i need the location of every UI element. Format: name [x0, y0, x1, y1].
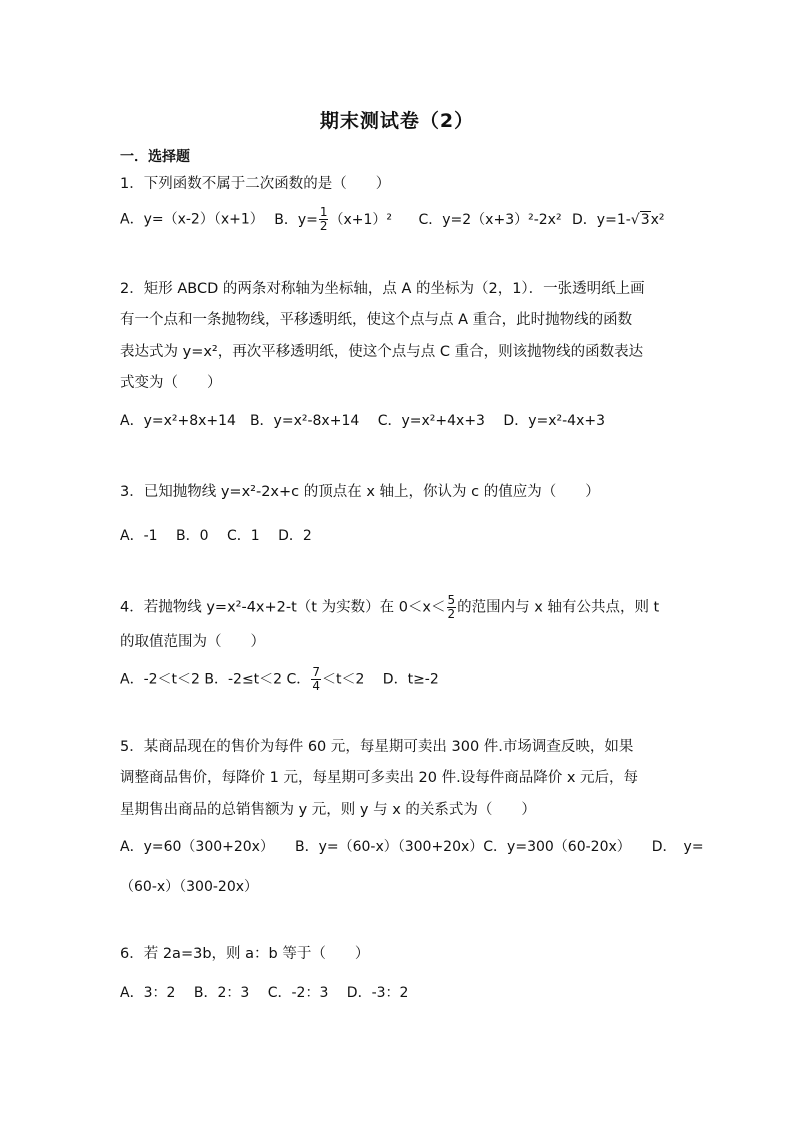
question-2-line-2: 有一个点和一条抛物线，平移透明纸，使这个点与点 A 重合，此时抛物线的函数: [120, 312, 633, 328]
question-1-options: [120, 206, 665, 233]
page-title: 期末测试卷（2）: [319, 110, 475, 132]
fraction-denominator: 2: [447, 607, 456, 621]
question-2-line-1: 2．矩形 ABCD 的两条对称轴为坐标轴，点 A 的坐标为（2，1）．一张透明纸上画: [120, 281, 645, 297]
q4-options-prefix: A．-2＜t＜2 B．-2≤t＜2 C．: [120, 671, 311, 688]
question-3-stem: 3．已知抛物线 y=x²-2x+c 的顶点在 x 轴上，你认为 c 的值应为（ ）: [120, 484, 600, 500]
q1-option-d-prefix: D．y=1-: [572, 211, 631, 228]
question-5-line-3: 星期售出商品的总销售额为 y 元，则 y 与 x 的关系式为（ ）: [120, 802, 536, 818]
q4-stem-fraction: [447, 594, 457, 621]
question-2-line-4: 式变为（ ）: [120, 375, 222, 391]
question-5-options-line-1: A．y=60（300+20x） B．y=（60-x）（300+20x）C．y=300（60-20x） D． y=: [120, 839, 704, 855]
question-4-options: [120, 666, 439, 693]
section-heading: 一．选择题: [120, 149, 190, 165]
question-4-line-2: 的取值范围为（ ）: [120, 634, 265, 650]
q1-option-b-fraction: [319, 206, 329, 233]
question-5-options-line-2: （60-x）（300-20x）: [120, 879, 259, 895]
question-4-stem: [120, 594, 659, 621]
question-2-line-3: 表达式为 y=x²，再次平移透明纸，使这个点与点 C 重合，则该抛物线的函数表达: [120, 344, 644, 360]
q1-option-d: [572, 212, 665, 228]
question-6-options: A．3：2 B．2：3 C．-2：3 D．-3：2: [120, 985, 409, 1001]
q1-option-b-prefix: B．y=: [274, 211, 318, 228]
q1-option-b-suffix: （x+1）²: [329, 211, 393, 228]
fraction-denominator: 4: [312, 679, 320, 693]
fraction-numerator: 1: [319, 205, 328, 219]
sqrt-radicand: 3: [640, 211, 650, 228]
question-5-line-1: 5．某商品现在的售价为每件 60 元，每星期可卖出 300 件.市场调查反映，如果: [120, 739, 634, 755]
question-6-stem: 6．若 2a=3b，则 a：b 等于（ ）: [120, 946, 370, 962]
fraction-numerator: 5: [447, 593, 456, 607]
q4-option-c-fraction: [311, 666, 321, 693]
q1-option-d-suffix: x²: [650, 211, 665, 228]
fraction-numerator: 7: [312, 665, 320, 679]
question-2-options: A．y=x²+8x+14 B．y=x²-8x+14 C．y=x²+4x+3 D．y=x²-4x+3: [120, 413, 605, 429]
q1-option-c: C．y=2（x+3）²-2x²: [418, 211, 562, 228]
question-1-stem: 1．下列函数不属于二次函数的是（ ）: [120, 176, 391, 192]
q4-stem-suffix: 的范围内与 x 轴有公共点，则 t: [457, 599, 660, 616]
sqrt-symbol: √3: [630, 211, 650, 228]
fraction-denominator: 2: [319, 219, 328, 233]
q4-options-suffix: ＜t＜2 D．t≥-2: [321, 671, 439, 688]
question-3-options: A．-1 B．0 C．1 D．2: [120, 528, 312, 544]
q4-stem-prefix: 4．若抛物线 y=x²-4x+2-t（t 为实数）在 0＜x＜: [120, 599, 446, 616]
question-5-line-2: 调整商品售价，每降价 1 元，每星期可多卖出 20 件.设每件商品降价 x 元后，每: [120, 770, 639, 786]
q1-option-b: [274, 205, 393, 233]
q1-option-a: A．y=（x-2）（x+1）: [120, 211, 264, 228]
